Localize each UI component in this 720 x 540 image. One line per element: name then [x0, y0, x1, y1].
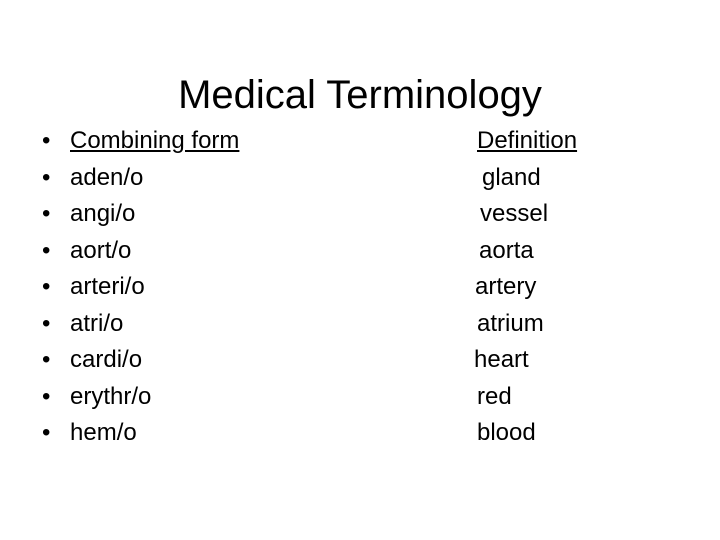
- bullet-icon: •: [42, 419, 51, 446]
- definition: heart: [474, 346, 529, 373]
- list-item: [36, 306, 676, 343]
- combining-form: arteri/o: [70, 273, 145, 300]
- definition: red: [477, 382, 512, 410]
- list-item: [36, 269, 676, 306]
- combining-form: aden/o: [70, 163, 144, 191]
- definition: artery: [475, 273, 537, 300]
- combining-form: erythr/o: [70, 382, 152, 410]
- bullet-icon: •: [42, 309, 51, 337]
- list-item: [36, 160, 676, 197]
- combining-form: atri/o: [70, 309, 124, 337]
- combining-form: cardi/o: [70, 346, 143, 373]
- bullet-icon: •: [42, 236, 51, 264]
- bullet-icon: •: [42, 200, 51, 227]
- bullet-icon: •: [42, 382, 51, 410]
- definition: aorta: [479, 236, 534, 264]
- list-item: [36, 233, 676, 270]
- definition-header: Definition: [477, 127, 578, 154]
- bullet-icon: •: [42, 127, 51, 154]
- bullet-icon: •: [42, 273, 51, 300]
- list-item: [36, 379, 676, 416]
- combining-form: aort/o: [70, 236, 132, 264]
- list-item: [36, 415, 676, 452]
- combining-form: angi/o: [70, 200, 136, 227]
- definition: atrium: [477, 309, 544, 337]
- definition: gland: [482, 163, 541, 191]
- definition: vessel: [480, 200, 549, 227]
- bullet-icon: •: [42, 346, 51, 373]
- list-header-row: [36, 123, 676, 160]
- terminology-list: [36, 123, 676, 452]
- combining-form-header: Combining form: [70, 127, 240, 154]
- combining-form: hem/o: [70, 419, 137, 446]
- definition: blood: [477, 419, 536, 446]
- bullet-icon: •: [42, 163, 51, 191]
- list-item: [36, 196, 676, 233]
- list-item: [36, 342, 676, 379]
- slide-title: Medical Terminology: [178, 72, 542, 117]
